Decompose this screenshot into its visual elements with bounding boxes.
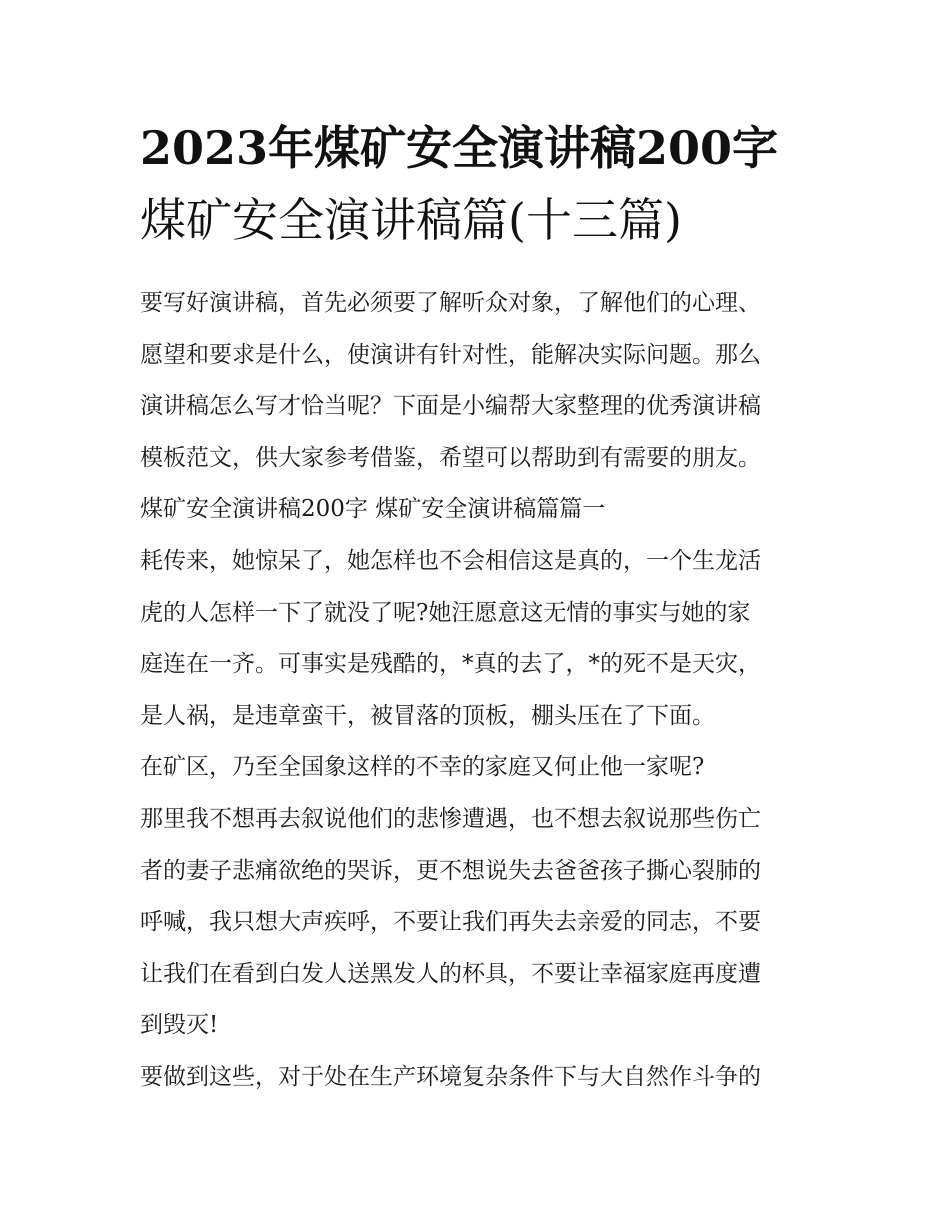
text-line: 那里我不想再去叙说他们的悲惨遭遇，也不想去叙说那些伤亡: [140, 805, 761, 832]
text-line: 要写好演讲稿，首先必须要了解听众对象，了解他们的心理、: [140, 290, 761, 316]
text-line: 是人祸，是违章蛮干，被冒落的顶板，棚头压在了下面。: [140, 702, 715, 729]
document-body: [140, 278, 830, 1104]
text-line: 愿望和要求是什么，使演讲有针对性，能解决实际问题。那么: [140, 341, 761, 368]
text-line: 耗传来，她惊呆了，她怎样也不会相信这是真的，一个生龙活: [140, 547, 761, 574]
title-line-1: 2023年煤矿安全演讲稿200字: [140, 121, 779, 175]
text-line: 者的妻子悲痛欲绝的哭诉，更不想说失去爸爸孩子撕心裂肺的: [140, 857, 761, 884]
document-title: [140, 112, 830, 256]
text-line: 模板范文，供大家参考借鉴，希望可以帮助到有需要的朋友。: [140, 444, 761, 471]
section-heading: 煤矿安全演讲稿200字 煤矿安全演讲稿篇篇一: [140, 496, 606, 523]
text-line: 让我们在看到白发人送黑发人的杯具，不要让幸福家庭再度遭: [140, 960, 761, 987]
text-line: 要做到这些，对于处在生产环境复杂条件下与大自然作斗争的: [140, 1063, 761, 1090]
text-line: 到毁灭!: [140, 1012, 219, 1039]
text-line: 呼喊，我只想大声疾呼，不要让我们再失去亲爱的同志，不要: [140, 909, 761, 936]
text-line: 在矿区，乃至全国象这样的不幸的家庭又何止他一家呢?: [140, 754, 705, 781]
text-line: 虎的人怎样一下了就没了呢?她汪愿意这无情的事实与她的家: [140, 599, 751, 626]
text-line: 庭连在一齐。可事实是残酷的，*真的去了，*的死不是天灾，: [140, 651, 761, 678]
text-line: 演讲稿怎么写才恰当呢？下面是小编帮大家整理的优秀演讲稿: [140, 393, 761, 420]
title-line-2: 煤矿安全演讲稿篇(十三篇): [140, 193, 682, 247]
